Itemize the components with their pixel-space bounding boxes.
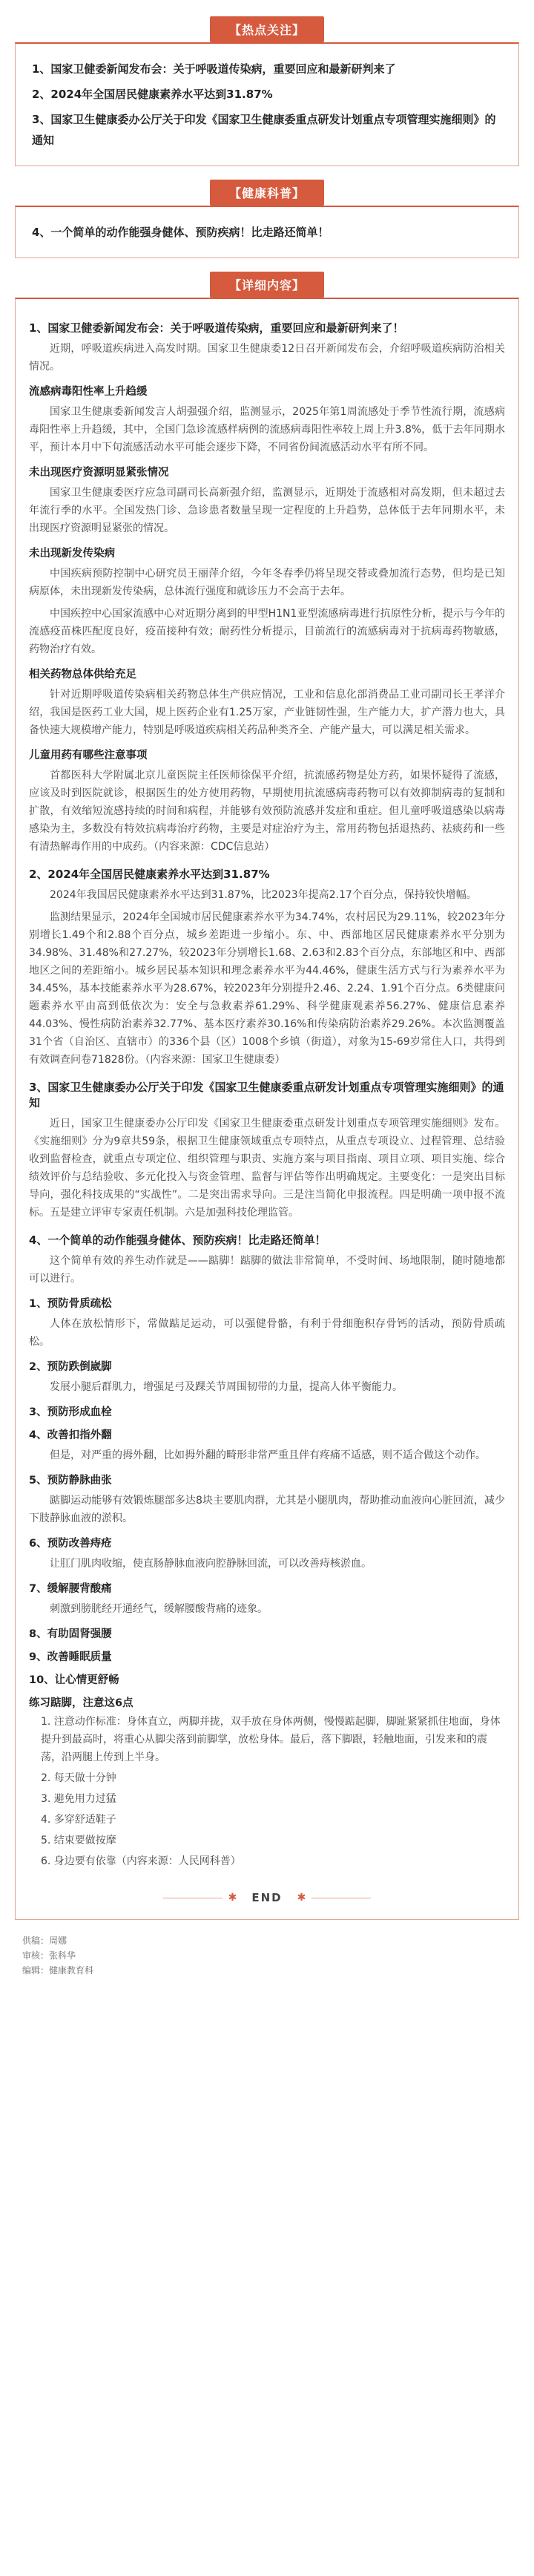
credits — [22, 1933, 512, 1978]
tip-heading: 2、预防跌倒崴脚 — [29, 1361, 112, 1373]
list-item: 6. 身边要有依靠（内容来源：人民网科普） — [41, 1855, 241, 1867]
paragraph: 监测结果显示，2024年全国城市居民健康素养水平为34.74%，农村居民为29.11%，较2023年分别增长1.49个和2.88个百分点，城乡差距进一步缩小。东、中、西部地区居民健康素养水平分别为34.98%、31.48%和27.27%，较2023年分别增长1.68、2.63和2.83个百分点，东部地区和中、西部地区之间的差距缩小。城乡居民基本知识和理念素养水平为44.46%，健康生活方式与行为素养水平为34.45%，基本技能素养水平为28.67%，较2023年分别提升2.46、2.24、1.91个百分点。6类健康问题素养水平由高到低依次为：安全与急救素养61.29%、科学健康观素养56.27%、健康信息素养44.03%、慢性病防治素养32.77%、基本医疗素养30.16%和传染病防治素养29.26%。本次监测覆盖31个省（自治区、直辖市）的336个县（区）1008个乡镇（街道），对象为15-69岁常住人口，共得到有效调查问卷71828份。（内容来源：国家卫生健康委） — [29, 911, 505, 1066]
subheading: 相关药物总体供给充足 — [29, 669, 136, 681]
end-marker — [29, 1891, 505, 1904]
detail-header — [7, 272, 527, 298]
subheading: 未出现新发传染病 — [29, 548, 115, 560]
tip-heading: 5、预防静脉曲张 — [29, 1475, 112, 1487]
health-title: 【健康科普】 — [210, 180, 324, 206]
health-item[interactable]: 4、一个简单的动作能强身健体、预防疾病！比走路还简单！ — [32, 226, 329, 239]
paragraph: 首都医科大学附属北京儿童医院主任医师徐保平介绍，抗流感药物是处方药，如果怀疑得了流感，应该及时到医院就诊，根据医生的处方使用药物，早期使用抗流感病毒药物可以有效抑制病毒的复制和扩散，有效缩短流感持续的时间和病程，并能够有效预防流感并发症和重症。但儿童呼吸道感染以病毒感染为主，多数没有特效抗病毒治疗药物，主要是对症治疗为主，常用药物包括退热药、祛痰药和一些有清热解毒作用的中成药。（内容来源：CDC信息站） — [29, 770, 505, 853]
paragraph: 中国疾病预防控制中心研究员王丽萍介绍，今年冬春季仍将呈现交替或叠加流行态势，但均是已知病原体，未出现新发传染病，总体流行强度和就诊压力不会高于去年。 — [29, 568, 505, 597]
detail-box — [15, 298, 519, 1920]
tip-heading: 8、有助固肾强腰 — [29, 1628, 112, 1640]
tip-heading: 3、预防形成血栓 — [29, 1406, 112, 1418]
hot-item[interactable]: 1、国家卫健委新闻发布会：关于呼吸道传染病，重要回应和最新研判来了 — [32, 62, 396, 76]
star-icon: ✱ — [297, 1892, 306, 1904]
paragraph: 国家卫生健康委新闻发言人胡强强介绍，监测显示，2025年第1周流感处于季节性流行期，流感病毒阳性率上升趋缓，其中，全国门急诊流感样病例的流感病毒阳性率较上周上升3.8%，低于去年同期水平，预计本月中下旬流感活动水平可能会逐步下降，不同省份间流感活动水平有所不同。 — [29, 406, 505, 453]
section-heading: 3、国家卫生健康委办公厅关于印发《国家卫生健康委重点研发计划重点专项管理实施细则》的通知 — [29, 1081, 504, 1110]
paragraph: 针对近期呼吸道传染病相关药物总体生产供应情况，工业和信息化部消费品工业司副司长王孝洋介绍，我国是医药工业大国，规上医药企业有1.25万家，产业链韧性强，生产能力大，扩产潜力也大，具备快速大规模增产能力，特别是呼吸道疾病相关药品种类齐全、产能产量大，可以满足相关需求。 — [29, 689, 505, 736]
paragraph: 中国疾控中心国家流感中心对近期分离到的甲型H1N1亚型流感病毒进行抗原性分析，提示与今年的流感疫苗株匹配度良好，疫苗接种有效；耐药性分析提示，目前流行的流感病毒对于抗病毒药物敏感，药物治疗有效。 — [29, 608, 505, 655]
tip-heading: 7、缓解腰背酸痛 — [29, 1583, 112, 1595]
paragraph: 近期，呼吸道疾病进入高发时期。国家卫生健康委12日召开新闻发布会，介绍呼吸道疾病防治相关情况。 — [29, 343, 505, 373]
list-item: 5. 结束要做按摩 — [41, 1835, 116, 1846]
detail-title: 【详细内容】 — [210, 272, 324, 298]
tip-text: 但是，对严重的拇外翻，比如拇外翻的畸形非常严重且伴有疼痛不适感，则不适合做这个动作。 — [50, 1449, 486, 1461]
hot-title: 【热点关注】 — [210, 16, 324, 42]
section-heading: 4、一个简单的动作能强身健体、预防疾病！比走路还简单！ — [29, 1233, 326, 1247]
tip-heading: 6、预防改善痔疮 — [29, 1538, 112, 1550]
credit-line: 供稿：周娜 — [22, 1936, 67, 1946]
hot-item[interactable]: 3、国家卫生健康委办公厅关于印发《国家卫生健康委重点研发计划重点专项管理实施细则》的通知 — [32, 113, 496, 147]
paragraph: 近日，国家卫生健康委办公厅印发《国家卫生健康委重点研发计划重点专项管理实施细则》发布。《实施细则》分为9章共59条，根据卫生健康领域重点专项特点，从重点专项设立、过程管理、总结验收到监督检查，就重点专项定位、组织管理与职责、实施方案与项目指南、项目立项、项目实施、综合绩效评价与总结验收、多元化投入与资金管理、监督与评估等作出明确规定。主要变化：一是突出目标导向，强化科技成果的“实战性”。二是突出需求导向。三是注当简化申报流程。四是明确一项申报不流标。五是建立评审专家责任机制。六是加强科技伦理监管。 — [29, 1118, 505, 1219]
list-item: 3. 避免用力过猛 — [41, 1793, 116, 1805]
hot-item[interactable]: 2、2024年全国居民健康素养水平达到31.87% — [32, 88, 273, 101]
tip-heading: 9、改善睡眠质量 — [29, 1651, 112, 1663]
credit-line: 编辑：健康教育科 — [22, 1965, 94, 1976]
list-item: 2. 每天做十分钟 — [41, 1772, 116, 1784]
hot-box — [15, 42, 519, 166]
subheading: 儿童用药有哪些注意事项 — [29, 750, 148, 761]
health-header — [7, 180, 527, 206]
subheading: 流感病毒阳性率上升趋缓 — [29, 386, 148, 398]
list-item: 1. 注意动作标准：身体直立，两脚并拢，双手放在身体两侧，慢慢踮起脚，脚趾紧紧抓住地面，身体提升到最高时，将重心从脚尖落到前脚掌，放松身体。最后，落下脚跟，轻触地面，引发来和的震荡，沿两腿上传到上半身。 — [41, 1716, 501, 1763]
tip-heading: 4、改善扣指外翻 — [29, 1429, 112, 1441]
paragraph: 国家卫生健康委医疗应急司副司长高新强介绍，监测显示，近期处于流感相对高发期，但未超过去年流行季的水平。全国发热门诊、急诊患者数量呈现一定程度的上升趋势，总体低于去年同期水平，未出现医疗资源明显紧张的情况。 — [29, 487, 505, 534]
how-heading: 练习踮脚，注意这6点 — [29, 1697, 134, 1709]
hot-header — [7, 16, 527, 42]
tip-text: 发展小腿后群肌力，增强足弓及踝关节周围韧带的力量，提高人体平衡能力。 — [50, 1381, 403, 1393]
list-item: 4. 多穿舒适鞋子 — [41, 1814, 116, 1826]
health-box — [15, 206, 519, 258]
paragraph: 这个简单有效的养生动作就是——踮脚！踮脚的做法非常简单，不受时间、场地限制，随时随地都可以进行。 — [29, 1255, 505, 1285]
section-heading: 2、2024年全国居民健康素养水平达到31.87% — [29, 868, 270, 881]
tip-text: 人体在放松情形下，常做踮足运动，可以强健骨骼，有利于骨细胞积存骨钙的活动，预防骨质疏松。 — [29, 1318, 505, 1348]
credit-line: 审核：张科华 — [22, 1950, 76, 1961]
star-icon: ✱ — [228, 1892, 237, 1904]
section-heading: 1、国家卫健委新闻发布会：关于呼吸道传染病，重要回应和最新研判来了！ — [29, 321, 404, 335]
subheading: 未出现医疗资源明显紧张情况 — [29, 467, 169, 479]
tip-heading: 1、预防骨质疏松 — [29, 1298, 112, 1310]
tip-heading: 10、让心情更舒畅 — [29, 1674, 119, 1686]
tip-text: 刺激到膀胱经开通经气，缓解腰酸背痛的迹象。 — [50, 1603, 268, 1615]
paragraph: 2024年我国居民健康素养水平达到31.87%，比2023年提高2.17个百分点，保持较快增幅。 — [50, 889, 477, 901]
tip-text: 踮脚运动能够有效锻炼腿部多达8块主要肌肉群，尤其是小腿肌肉，帮助推动血液向心脏回流，减少下肢静脉血液的淤积。 — [29, 1495, 505, 1524]
end-text: END — [251, 1891, 283, 1904]
tip-text: 让肛门肌肉收缩，使直肠静脉血液向腔静脉回流，可以改善痔核淤血。 — [50, 1558, 372, 1570]
